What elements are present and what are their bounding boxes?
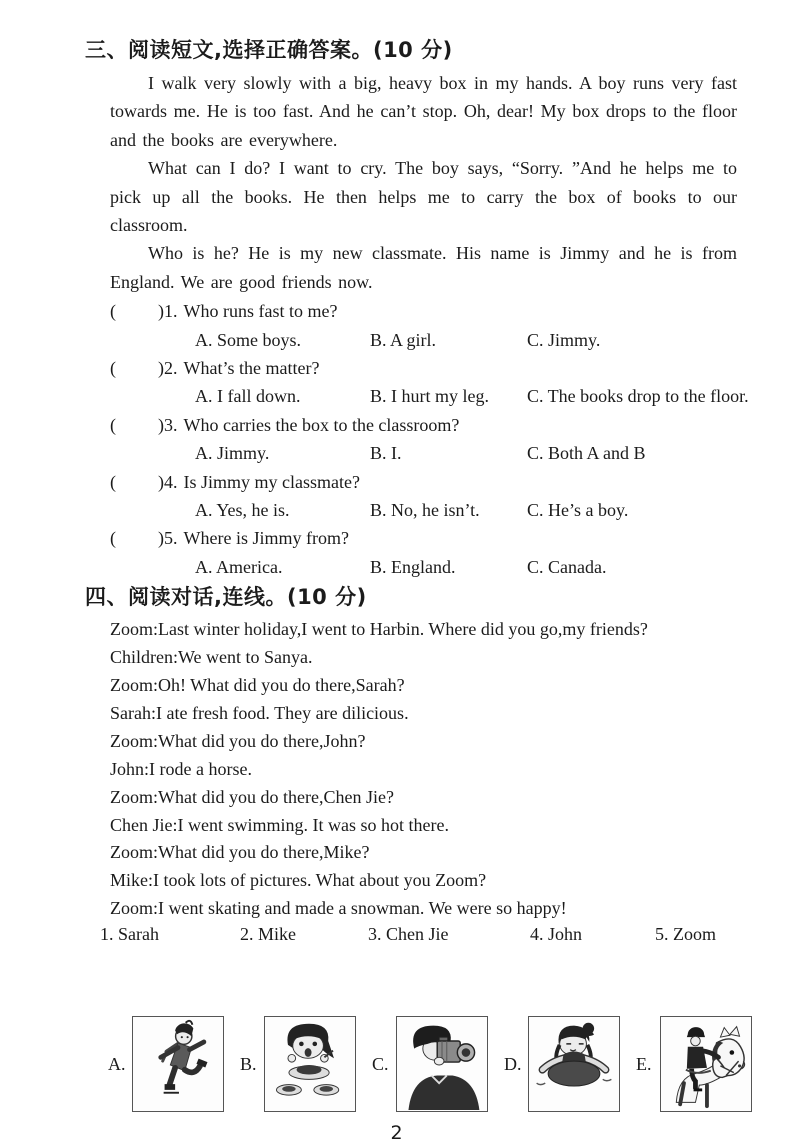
passage-paragraph: Who is he? He is my new classmate. His name is Jimmy and he is from England. We are good friends now. — [110, 243, 737, 292]
question-text: What’s the matter? — [183, 358, 320, 379]
picture-label: A. — [108, 1053, 126, 1074]
picture-box — [660, 1016, 752, 1112]
question-number: 2. — [164, 358, 178, 379]
dialog-line: Zoom:Last winter holiday,I went to Harbin. Where did you go,my friends? — [110, 619, 648, 640]
question-line — [110, 411, 737, 439]
dialog-line: Zoom:What did you do there,Chen Jie? — [110, 786, 394, 807]
option-c: C. Jimmy. — [527, 329, 601, 350]
skating-illustration — [134, 1018, 222, 1110]
option-b: B. A girl. — [370, 329, 437, 350]
picture-label: B. — [240, 1053, 257, 1074]
dialog-line: Zoom:What did you do there,Mike? — [110, 842, 370, 863]
dialog-line: Mike:I took lots of pictures. What about you Zoom? — [110, 870, 487, 891]
option-c: C. The books drop to the floor. — [527, 386, 749, 407]
question-block — [110, 468, 737, 525]
section3-heading: 三、阅读短文,选择正确答案。(10 分) — [85, 38, 453, 62]
question-text: Where is Jimmy from? — [183, 528, 349, 549]
answer-paren-close: ) — [158, 358, 164, 379]
question-block — [110, 354, 749, 411]
option-b: B. No, he isn’t. — [370, 499, 480, 520]
option-a: A. America. — [195, 556, 283, 577]
reading-passage — [110, 69, 737, 296]
dialog-transcript — [110, 616, 737, 923]
match-name: 3. Chen Jie — [368, 924, 449, 945]
match-name: 4. John — [530, 924, 583, 945]
question-block — [110, 297, 737, 354]
dialog-line: Chen Jie:I went swimming. It was so hot there. — [110, 814, 449, 835]
options-row — [110, 553, 737, 581]
question-text: Who carries the box to the classroom? — [183, 414, 460, 435]
dialog-line: Zoom:Oh! What did you do there,Sarah? — [110, 674, 405, 695]
answer-paren-open: ( — [110, 358, 116, 379]
picture-item — [504, 1016, 620, 1112]
question-text: Is Jimmy my classmate? — [183, 471, 360, 492]
option-a: A. I fall down. — [195, 386, 301, 407]
option-c: C. Both A and B — [527, 443, 646, 464]
picture-item — [240, 1016, 356, 1112]
section4 — [0, 583, 793, 1118]
dialog-line: Zoom:I went skating and made a snowman. We were so happy! — [110, 898, 567, 919]
dialog-line: Children:We went to Sanya. — [110, 647, 313, 668]
question-line — [110, 354, 737, 382]
answer-paren-close: ) — [158, 301, 164, 322]
picture-box — [132, 1016, 224, 1112]
camera-illustration — [398, 1018, 486, 1110]
multiple-choice-questions — [110, 297, 749, 581]
picture-label: C. — [372, 1053, 389, 1074]
picture-box — [528, 1016, 620, 1112]
picture-label: E. — [636, 1053, 652, 1074]
question-number: 1. — [164, 301, 178, 322]
answer-paren-open: ( — [110, 471, 116, 492]
match-pictures-row — [0, 1016, 793, 1118]
option-a: A. Jimmy. — [195, 443, 270, 464]
passage-paragraph: I walk very slowly with a big, heavy box in my hands. A boy runs very fast towards me. He is too fast. And he can’t stop. Oh, dear! My box drops to the floor and the books are everywhere. — [110, 73, 737, 150]
answer-paren-open: ( — [110, 414, 116, 435]
picture-label: D. — [504, 1053, 522, 1074]
options-row — [110, 382, 749, 410]
option-b: B. I hurt my leg. — [370, 386, 489, 407]
match-name: 1. Sarah — [100, 924, 159, 945]
question-text: Who runs fast to me? — [183, 301, 338, 322]
option-c: C. Canada. — [527, 556, 607, 577]
answer-paren-close: ) — [158, 528, 164, 549]
question-line — [110, 468, 737, 496]
picture-item — [636, 1016, 752, 1112]
picture-box — [264, 1016, 356, 1112]
options-row — [110, 326, 737, 354]
question-line — [110, 524, 737, 552]
question-block — [110, 411, 737, 468]
picture-item — [108, 1016, 224, 1112]
option-b: B. England. — [370, 556, 456, 577]
swimming-illustration — [530, 1018, 618, 1110]
dialog-line: Zoom:What did you do there,John? — [110, 730, 366, 751]
option-c: C. He’s a boy. — [527, 499, 629, 520]
question-number: 4. — [164, 471, 178, 492]
option-b: B. I. — [370, 443, 402, 464]
option-a: A. Some boys. — [195, 329, 302, 350]
answer-paren-close: ) — [158, 414, 164, 435]
dialog-line: John:I rode a horse. — [110, 758, 252, 779]
eating-illustration — [266, 1018, 354, 1110]
question-line — [110, 297, 737, 325]
section4-heading: 四、阅读对话,连线。(10 分) — [85, 585, 367, 610]
dialog-line: Sarah:I ate fresh food. They are dilicious. — [110, 702, 409, 723]
match-name: 5. Zoom — [655, 924, 716, 945]
horse-riding-illustration — [662, 1018, 750, 1110]
question-block — [110, 524, 737, 581]
picture-box — [396, 1016, 488, 1112]
picture-item — [372, 1016, 488, 1112]
passage-paragraph: What can I do? I want to cry. The boy says, “Sorry. ”And he helps me to pick up all the books. He then helps me to carry the box of books to our classroom. — [110, 158, 737, 236]
options-row — [110, 439, 737, 467]
answer-paren-close: ) — [158, 471, 164, 492]
answer-paren-open: ( — [110, 528, 116, 549]
question-number: 5. — [164, 528, 178, 549]
question-number: 3. — [164, 414, 178, 435]
page-number: 2 — [390, 1122, 403, 1144]
option-a: A. Yes, he is. — [195, 499, 290, 520]
answer-paren-open: ( — [110, 301, 116, 322]
match-name: 2. Mike — [240, 924, 296, 945]
match-names-row — [100, 924, 793, 952]
options-row — [110, 496, 737, 524]
